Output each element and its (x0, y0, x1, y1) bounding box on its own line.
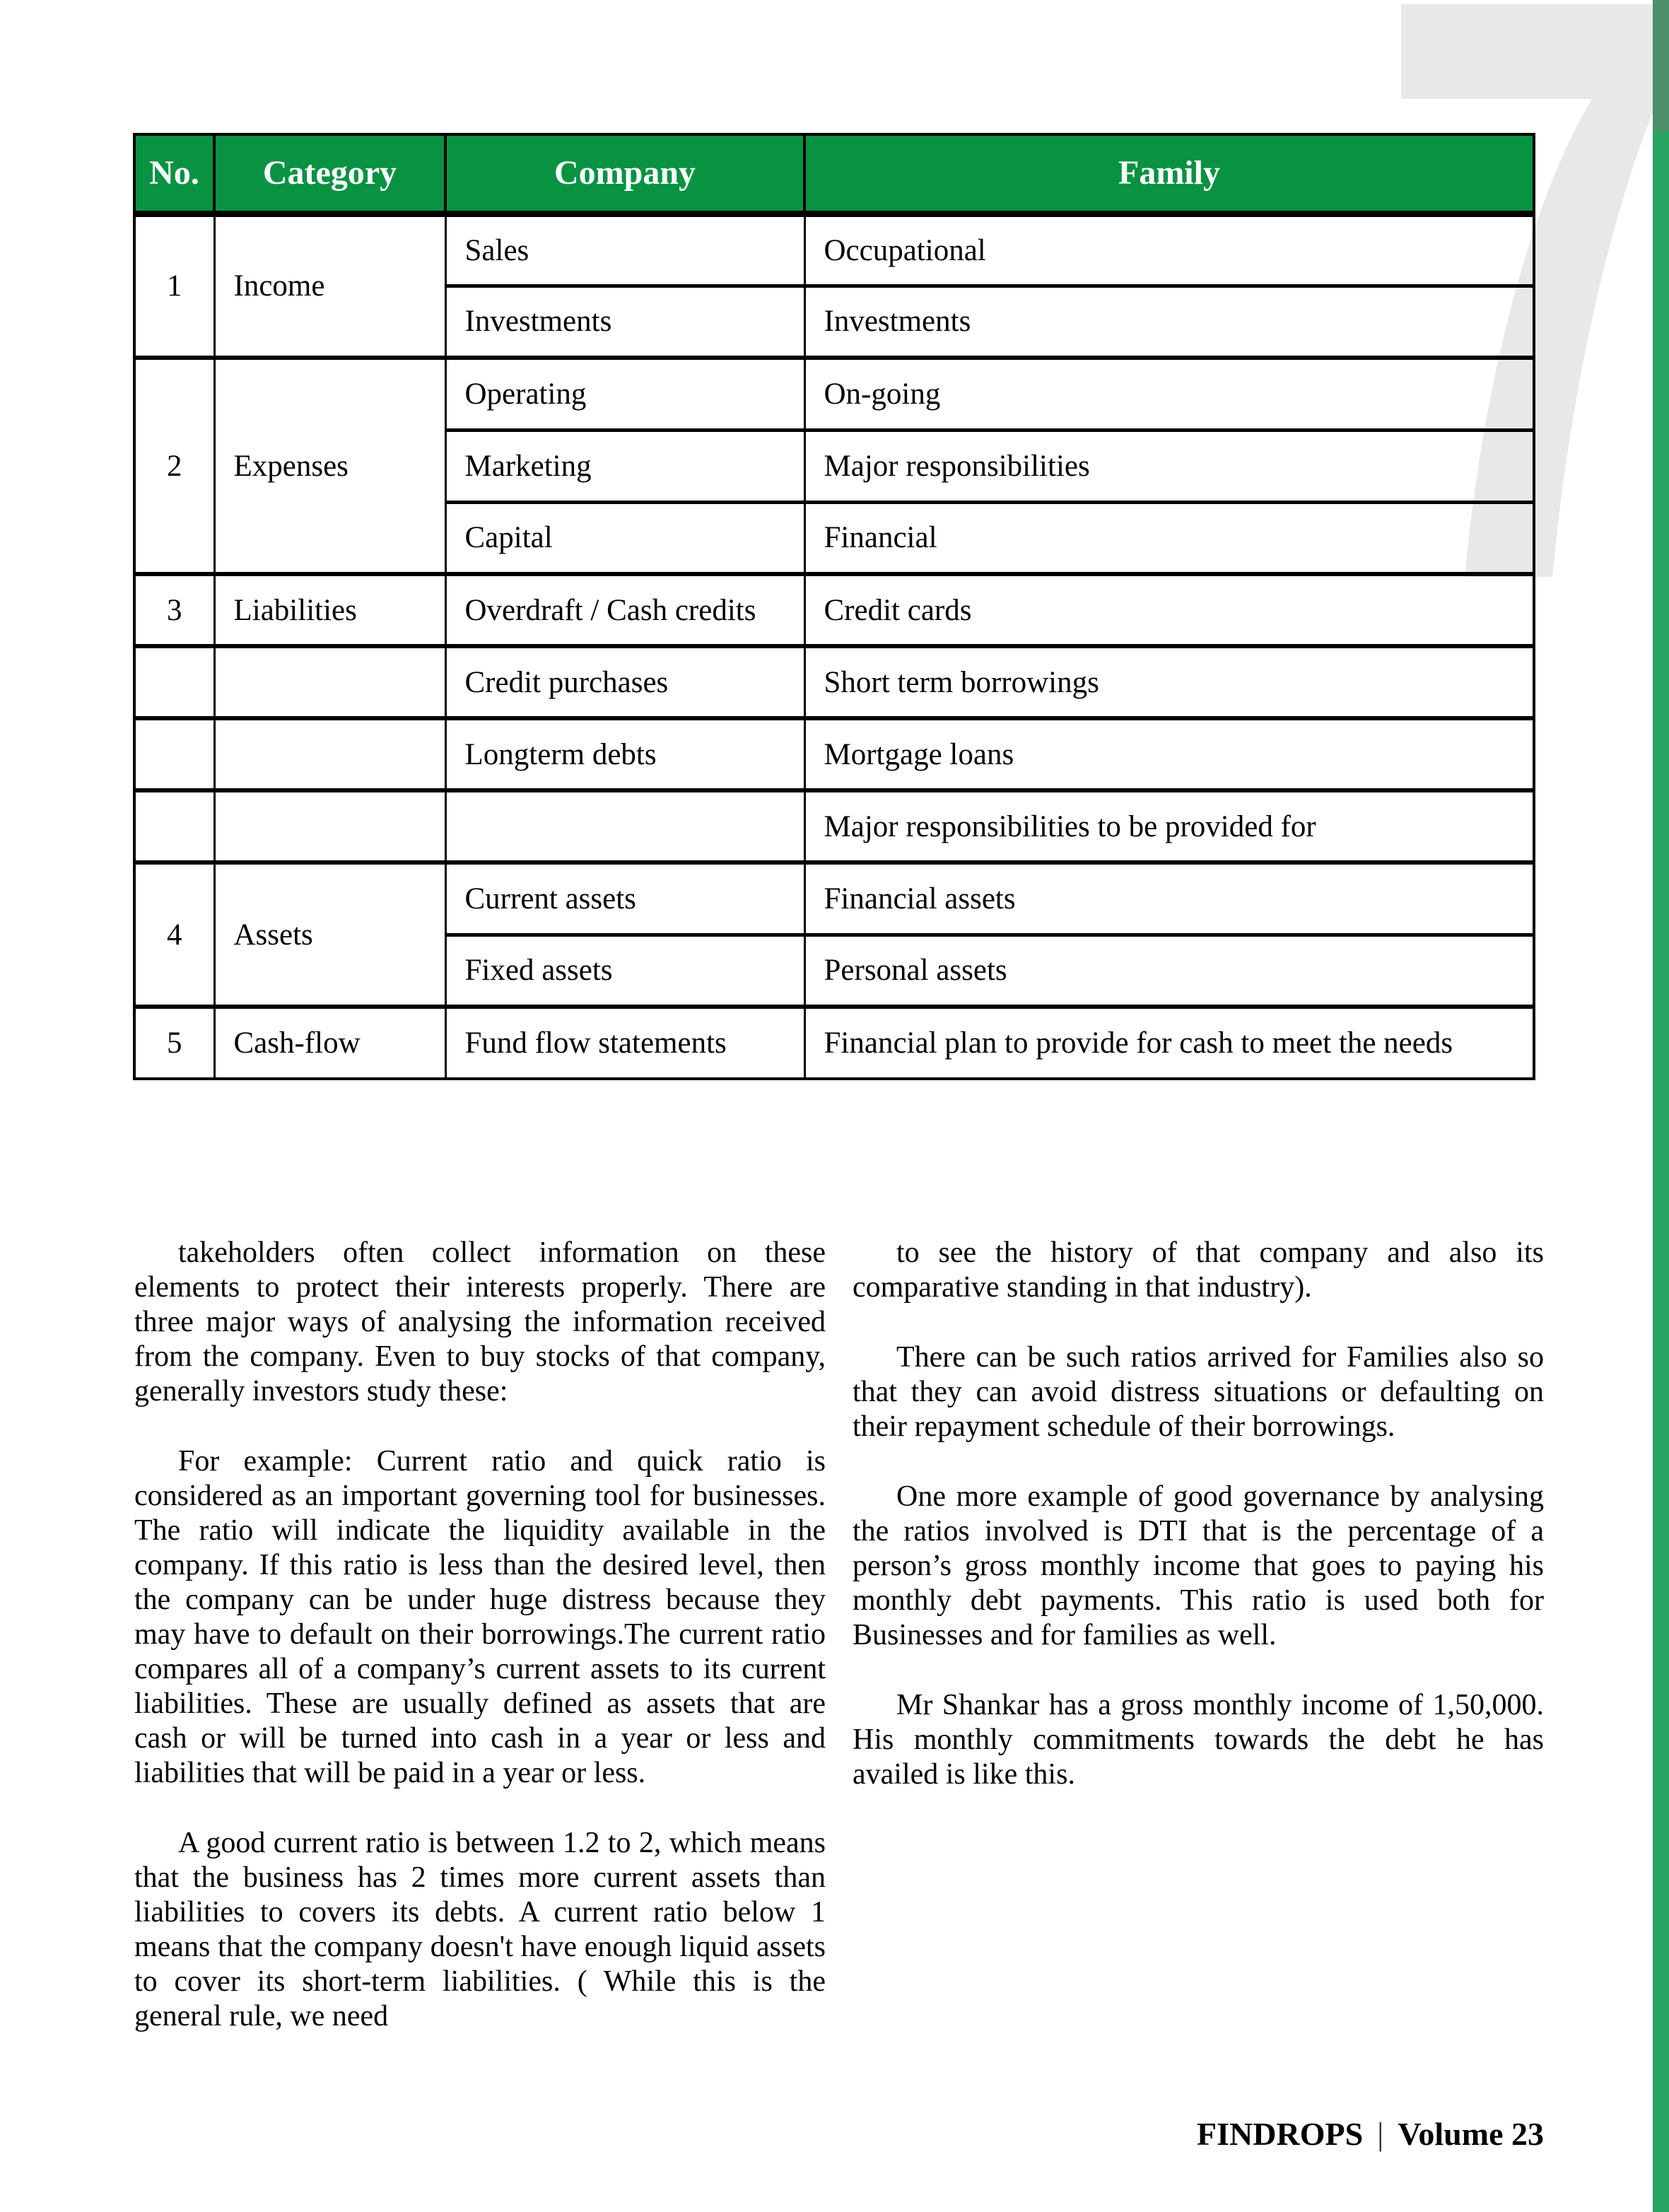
header-category: Category (214, 134, 445, 213)
table-row (134, 862, 1534, 935)
table-header-row (134, 134, 1534, 213)
footer-brand: FINDROPS (1197, 2116, 1364, 2152)
table-row (134, 646, 1534, 718)
table-cell-family: Financial plan to provide for cash to meet the needs (804, 1007, 1534, 1079)
table-cell-family: Personal assets (804, 935, 1534, 1007)
table-cell-company: Sales (445, 213, 804, 286)
table-row (134, 213, 1534, 286)
table-cell-category (214, 718, 445, 790)
table-cell-family: Financial (804, 502, 1534, 574)
table-cell-no (134, 646, 214, 718)
table-cell-family: Occupational (804, 213, 1534, 286)
table-cell-category (214, 790, 445, 862)
table-row (134, 790, 1534, 862)
table-cell-family: Short term borrowings (804, 646, 1534, 718)
table-row (134, 574, 1534, 646)
page-edge-strip (1653, 0, 1669, 2212)
article-column-right (853, 1236, 1544, 1827)
table-cell-company: Fixed assets (445, 935, 804, 1007)
table-cell-family: Mortgage loans (804, 718, 1534, 790)
table-cell-no: 3 (134, 574, 214, 646)
table-cell-no (134, 790, 214, 862)
table-cell-company: Marketing (445, 430, 804, 502)
article-column-left (134, 1236, 826, 2069)
footer-separator: | (1377, 2116, 1384, 2152)
company-family-comparison-table (133, 133, 1535, 1080)
table-cell-family: Credit cards (804, 574, 1534, 646)
paragraph: For example: Current ratio and quick ratio is considered as an important governing tool for businesses. The ratio will indicate the liquidity available in the company. If this ratio is less than the desired level, then the company can be under huge distress because they may have to default on their borrowings.The current ratio compares all of a company’s current assets to its current liabilities. These are usually defined as assets that are cash or will be turned into cash in a year or less and liabilities that will be paid in a year or less. (134, 1445, 826, 1789)
table-cell-family: On-going (804, 358, 1534, 430)
paragraph: A good current ratio is between 1.2 to 2, which means that the business has 2 times more current assets than liabilities to covers its debts. A current ratio below 1 means that the company doesn't have enough liquid assets to cover its short-term liabilities. ( While this is the general rule, we need (134, 1827, 826, 2032)
table-cell-no (134, 718, 214, 790)
table-cell-company: Current assets (445, 862, 804, 935)
table-cell-category: Cash-flow (214, 1007, 445, 1079)
paragraph: One more example of good governance by analysing the ratios involved is DTI that is the percentage of a person’s gross monthly income that goes to paying his monthly debt payments. This ratio is used both for Businesses and for families as well. (853, 1480, 1544, 1651)
table-cell-company: Investments (445, 286, 804, 358)
table-cell-category: Liabilities (214, 574, 445, 646)
table-cell-company: Operating (445, 358, 804, 430)
table-cell-company: Longterm debts (445, 718, 804, 790)
page-footer (1197, 2115, 1544, 2153)
table-cell-no: 5 (134, 1007, 214, 1079)
paragraph: There can be such ratios arrived for Families also so that they can avoid distress situations or defaulting on their repayment schedule of their borrowings. (853, 1341, 1544, 1443)
table-cell-category: Income (214, 213, 445, 358)
table-cell-category (214, 646, 445, 718)
header-company: Company (445, 134, 804, 213)
watermark-strip-overlap (1653, 0, 1669, 131)
header-family: Family (804, 134, 1534, 213)
table-row (134, 718, 1534, 790)
table-row (134, 358, 1534, 430)
paragraph: takeholders often collect information on these elements to protect their interests properly. There are three major ways of analysing the information received from the company. Even to buy stocks of that company, generally investors study these: (134, 1236, 826, 1408)
table-cell-family: Major responsibilities to be provided for (804, 790, 1534, 862)
footer-volume: Volume 23 (1398, 2116, 1544, 2152)
table-cell-company: Capital (445, 502, 804, 574)
table-cell-family: Financial assets (804, 862, 1534, 935)
table-cell-family: Investments (804, 286, 1534, 358)
table-cell-company: Fund flow statements (445, 1007, 804, 1079)
table-cell-category: Expenses (214, 358, 445, 574)
header-no: No. (134, 134, 214, 213)
table-cell-category: Assets (214, 862, 445, 1007)
paragraph: Mr Shankar has a gross monthly income of 1,50,000. His monthly commitments towards the debt he has availed is like this. (853, 1689, 1544, 1791)
table-cell-family: Major responsibilities (804, 430, 1534, 502)
table-cell-company: Credit purchases (445, 646, 804, 718)
table-cell-no: 1 (134, 213, 214, 358)
paragraph: to see the history of that company and also its comparative standing in that industry). (853, 1236, 1544, 1304)
table-cell-no: 4 (134, 862, 214, 1007)
table-cell-company (445, 790, 804, 862)
table-cell-no: 2 (134, 358, 214, 574)
table-row (134, 1007, 1534, 1079)
table-cell-company: Overdraft / Cash credits (445, 574, 804, 646)
